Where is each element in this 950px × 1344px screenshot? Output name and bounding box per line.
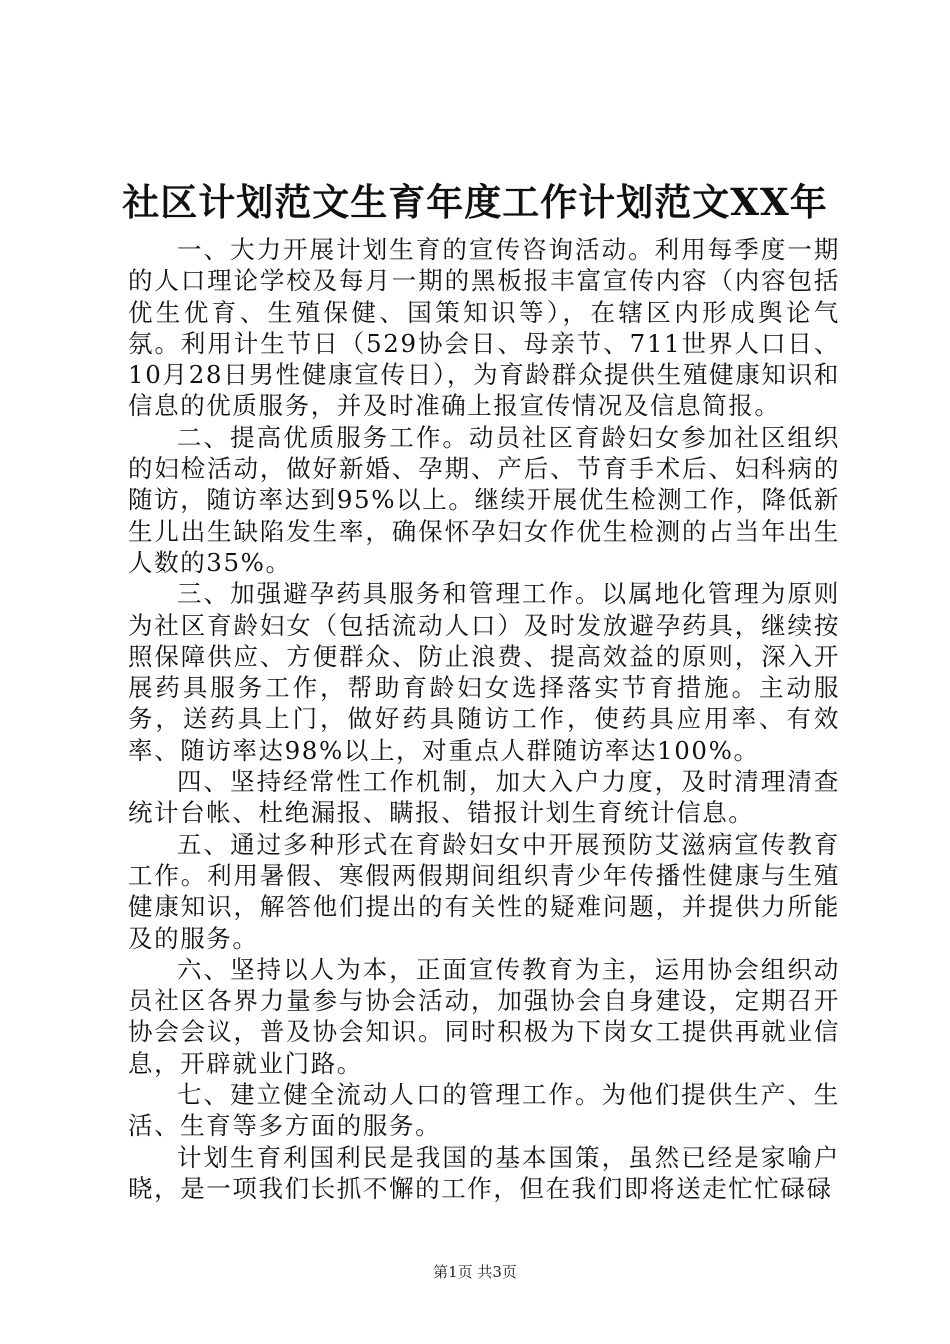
paragraph-5: 五、通过多种形式在育龄妇女中开展预防艾滋病宣传教育工作。利用暑假、寒假两假期间组织青少年传播性健康与生殖健康知识，解答他们提出的有关性的疑难问题，并提供力所能及的服务。: [128, 829, 840, 953]
document-title: 社区计划范文生育年度工作计划范文XX年: [122, 180, 828, 224]
paragraph-3: 三、加强避孕药具服务和管理工作。以属地化管理为原则为社区育龄妇女（包括流动人口）及时发放避孕药具，继续按照保障供应、方便群众、防止浪费、提高效益的原则，深入开展药具服务工作，帮助育龄妇女选择落实节育措施。主动服务，送药具上门，做好药具随访工作，使药具应用率、有效率、随访率达98%以上，对重点人群随访率达100%。: [128, 579, 840, 765]
paragraph-7: 七、建立健全流动人口的管理工作。为他们提供生产、生活、生育等多方面的服务。: [128, 1080, 840, 1141]
document-body: [128, 234, 840, 1204]
paragraph-6: 六、坚持以人为本，正面宣传教育为主，运用协会组织动员社区各界力量参与协会活动，加强协会自身建设，定期召开协会会议，普及协会知识。同时积极为下岗女工提供再就业信息，开辟就业门路。: [128, 954, 840, 1078]
paragraph-1: 一、大力开展计划生育的宣传咨询活动。利用每季度一期的人口理论学校及每月一期的黑板报丰富宣传内容（内容包括优生优育、生殖保健、国策知识等），在辖区内形成舆论气氛。利用计生节日（529协会日、母亲节、711世界人口日、10月28日男性健康宣传日），为育龄群众提供生殖健康知识和信息的优质服务，并及时准确上报宣传情况及信息简报。: [128, 235, 840, 421]
paragraph-4: 四、坚持经常性工作机制，加大入户力度，及时清理清查统计台帐、杜绝漏报、瞒报、错报计划生育统计信息。: [128, 767, 840, 828]
paragraph-2: 二、提高优质服务工作。动员社区育龄妇女参加社区组织的妇检活动，做好新婚、孕期、产后、节育手术后、妇科病的随访，随访率达到95%以上。继续开展优生检测工作，降低新生儿出生缺陷发生率，确保怀孕妇女作优生检测的占当年出生人数的35%。: [128, 422, 840, 577]
paragraph-8: 计划生育利国利民是我国的基本国策，虽然已经是家喻户晓，是一项我们长抓不懈的工作，但在我们即将送走忙忙碌碌: [128, 1142, 840, 1203]
page-footer: 第1页 共3页: [433, 1263, 517, 1281]
